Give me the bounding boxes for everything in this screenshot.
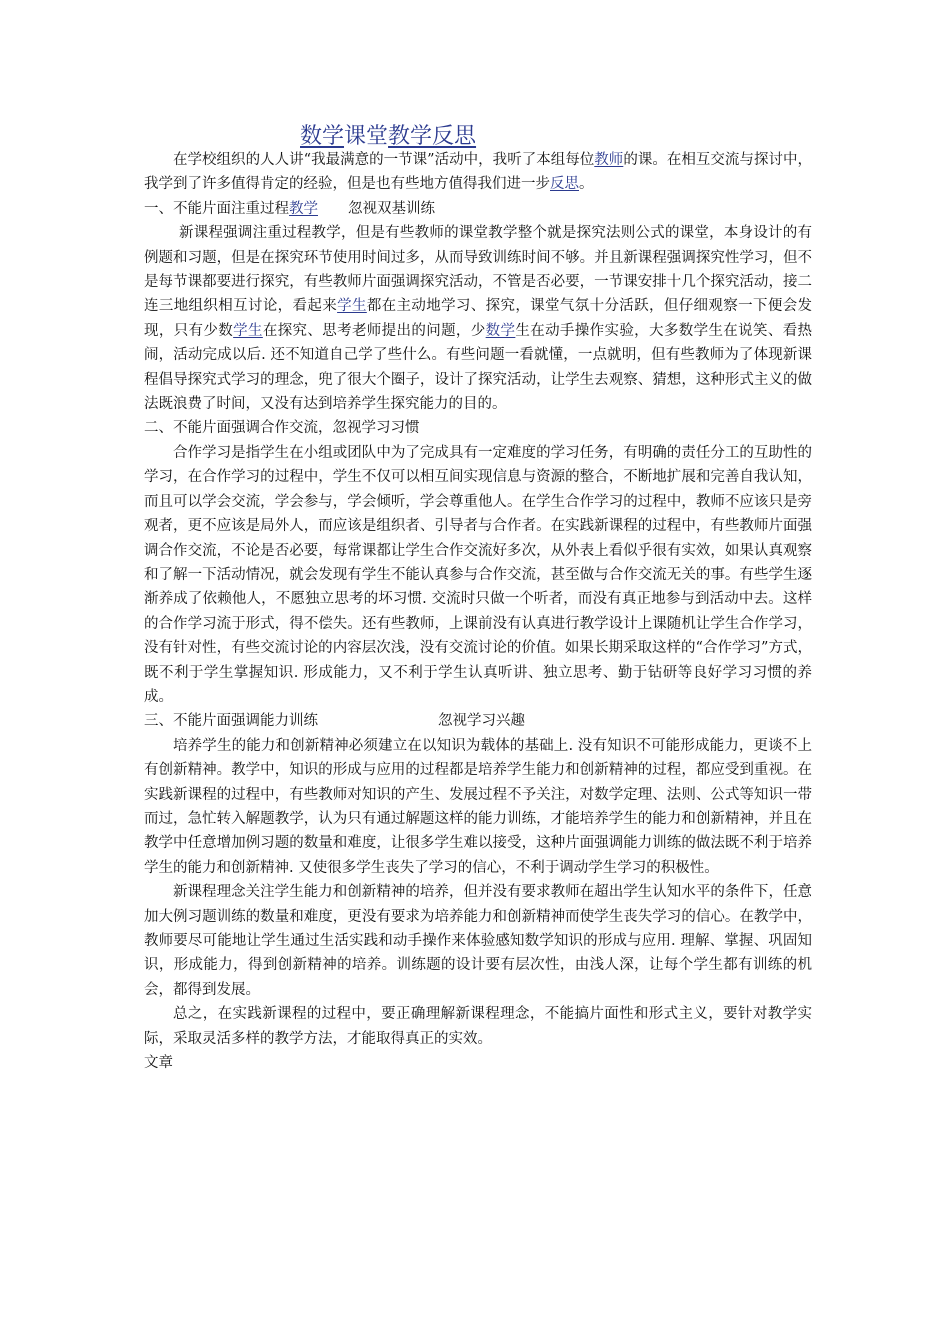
section2-heading: 二、不能片面强调合作交流，忽视学习习惯 [144,420,420,437]
section2-paragraph: 合作学习是指学生在小组或团队中为了完成具有一定难度的学习任务，有明确的责任分工的互助性的学习，在合作学习的过程中，学生不仅可以相互间实现信息与资源的整合，不断地扩展和完善自我认知，而且可以学会交流，学会参与，学会倾听，学会尊重他人。在学生合作学习的过程中，教师不应该只是旁观者，更不应该是局外人，而应该是组织者、引导者与合作者。在实践新课程的过程中，有些教师片面强调合作交流，不论是否必要，每常课都让学生合作交流好多次，从外表上看似乎很有实效，如果认真观察和了解一下活动情况，就会发现有学生不能认真参与合作交流，甚至做与合作交流无关的事。有些学生逐渐养成了依赖他人，不愿独立思考的坏习惯. 交流时只做一个听者，而没有真正地参与到活动中去。这样的合作学习流于形式，得不偿失。还有些教师，上课前没有认真进行教学设计上课随机让学生合作学习，没有针对性，有些交流讨论的内容层次浅，没有交流讨论的价值。如果长期采取这样的“合作学习”方式，既不利于学生掌握知识. 形成能力，又不利于学生认真听讲、独立思考、勤于钻研等良好学习习惯的养成。 [144,444,812,705]
section1-text-a: 新课程强调注重过程教学，但是有些教师的课堂教学整个就是探究法则公式的课堂，本身设计的有例题和习题，但是在探究环节使用时间过多，从而导致训练时间不够。并且新课程强调探究性学习，但不是每节课都要进行探究，有些教师片面强调探究活动，不管是否必要，一节课安排十几个探究活动，接二连三地组织相互讨论，看起来 [144,225,812,315]
section1-heading-text: 一、不能片面注重过程 [144,200,289,217]
document-body [144,148,812,1075]
intro-text-2: 的课。在相互交流与探讨中，我学到了许多值得肯定的经验，但是也有些地方值得我们进一步 [144,152,812,193]
section3-heading-text: 三、不能片面强调能力训练 [144,713,318,730]
intro-link-teacher[interactable]: 教师 [594,152,624,168]
section1-heading-text-2: 忽视双基训练 [348,200,435,217]
footer-label: 文章 [144,1055,173,1072]
section1-heading-link-teaching[interactable]: 教学 [289,200,318,217]
section1-link-math[interactable]: 数学 [485,322,516,339]
intro-link-reflection[interactable]: 反思 [550,176,579,193]
intro-paragraph [144,148,812,197]
section1-text-b: 都在主动地学习、探究，课堂气氛十分活跃，但仔细观察一下便会发现，只有少数 [144,298,813,339]
section1-text-c: 在探究、思考老师提出的问题，少 [262,322,486,339]
section3-paragraph-1: 培养学生的能力和创新精神必须建立在以知识为载体的基础上. 没有知识不可能形成能力，更谈不上有创新精神。教学中，知识的形成与应用的过程都是培养学生能力和创新精神的过程，都应受到重视。在实践新课程的过程中，有些教师对知识的产生、发展过程不予关注，对数学定理、法则、公式等知识一带而过，急忙转入解题教学，认为只有通过解题这样的能力训练，才能培养学生的能力和创新精神，并且在教学中任意增加例习题的数量和难度，让很多学生难以接受，这种片面强调能力训练的做法既不利于培养学生的能力和创新精神. 又使很多学生丧失了学习的信心，不利于调动学生学习的积极性。 [144,737,812,876]
section1-link-student-2[interactable]: 学生 [233,322,263,339]
section1-link-student-1[interactable]: 学生 [337,298,367,315]
title-link-teaching-reflection[interactable]: 教学反思 [388,124,477,149]
intro-text-3: 。 [579,176,594,193]
intro-text-1: 在学校组织的人人讲“我最满意的一节课”活动中，我听了本组每位 [173,152,595,168]
section1-text-d: 生在动手操作实验，大多数学生在说笑、看热闹，活动完成以后. 还不知道自己学了些什么。有些问题一看就懂，一点就明，但有些教师为了体现新课程倡导探究式学习的理念，兜了很大个圈子，设计了探究活动，让学生去观察、猜想，这种形式主义的做法既浪费了时间，又没有达到培养学生探究能力的目的。 [144,322,813,413]
title-link-math[interactable]: 数学 [300,124,345,149]
section3-heading [144,709,812,733]
title-text-classroom: 课堂 [344,124,389,149]
section3-heading-text-2: 忽视学习兴趣 [438,713,525,730]
section1-paragraph [144,221,812,416]
section3-paragraph-2: 新课程理念关注学生能力和创新精神的培养，但并没有要求教师在超出学生认知水平的条件下，任意加大例习题训练的数量和难度，更没有要求为培养能力和创新精神而使学生丧失学习的信心。在教学中，教师要尽可能地让学生通过生活实践和动手操作来体验感知数学知识的形成与应用. 理解、掌握、巩固知识，形成能力，得到创新精神的培养。训练题的设计要有层次性，由浅人深，让每个学生都有训练的机会，都得到发展。 [144,884,812,998]
conclusion-paragraph: 总之，在实践新课程的过程中，要正确理解新课程理念，不能搞片面性和形式主义，要针对教学实际，采取灵活多样的教学方法，才能取得真正的实效。 [144,1006,812,1047]
section1-heading [144,197,812,221]
document-title [300,123,476,151]
